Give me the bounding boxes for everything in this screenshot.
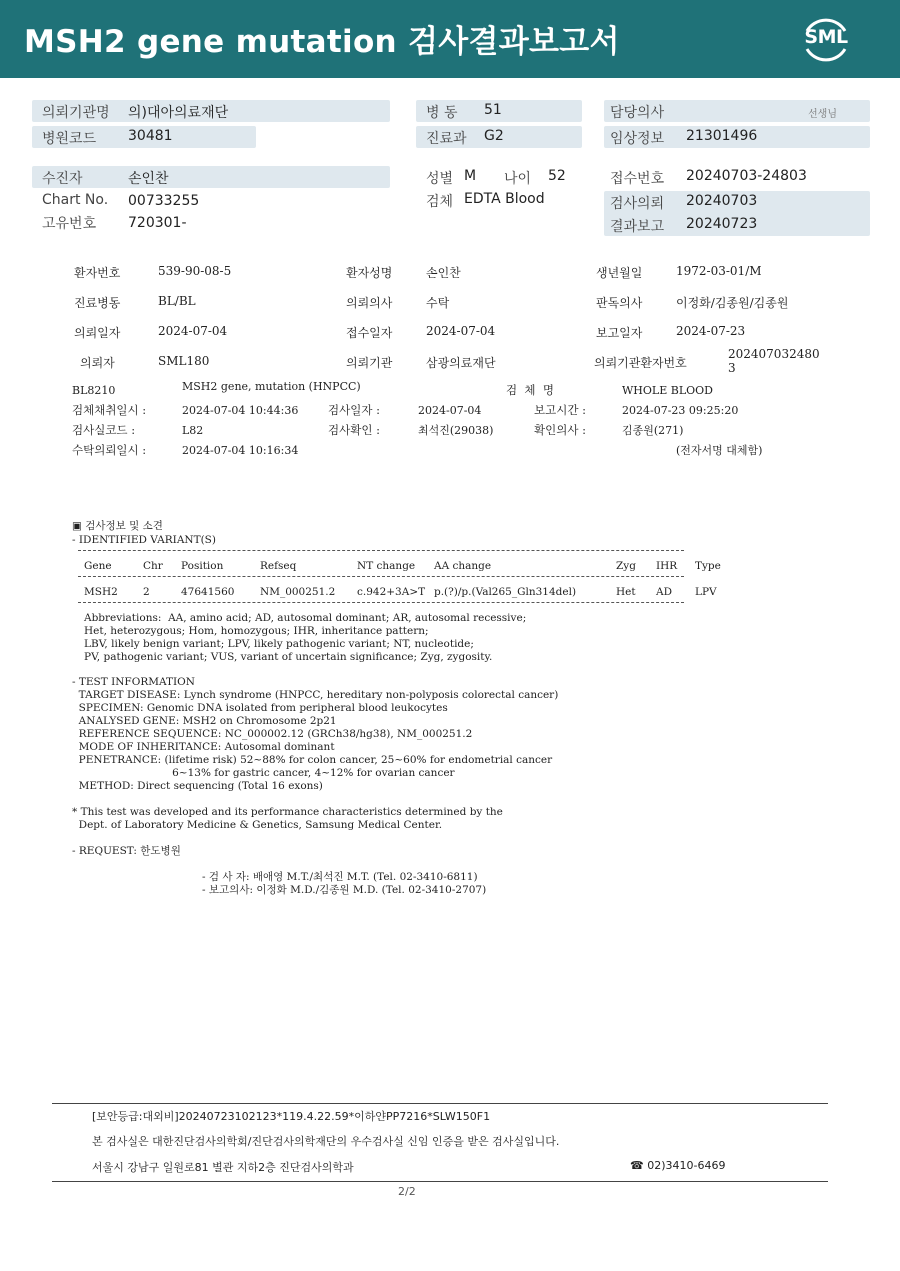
table-top-divider bbox=[78, 550, 684, 551]
col-refseq: Refseq bbox=[260, 560, 297, 572]
pb-value-9: 2024-07-23 bbox=[676, 324, 746, 338]
abbrev-line-4: PV, pathogenic variant; VUS, variant of uncertain significance; Zyg, zygosity. bbox=[84, 651, 493, 663]
labcode-label: 검사실코드 : bbox=[72, 423, 136, 437]
cell-aa-change: p.(?)/p.(Val265_Gln314del) bbox=[434, 586, 577, 598]
pb-value-7: 2024-07-04 bbox=[158, 324, 228, 338]
pb-value-12b: 3 bbox=[728, 361, 736, 375]
hospital-code-label: 병원코드 bbox=[42, 131, 97, 147]
specimen-label: 검체 bbox=[426, 194, 454, 210]
col-nt-change: NT change bbox=[357, 560, 416, 572]
cell-ihr: AD bbox=[656, 586, 673, 598]
pb-value-5: 수탁 bbox=[426, 296, 450, 310]
age-label: 나이 bbox=[504, 171, 532, 187]
col-position: Position bbox=[181, 560, 224, 572]
confirmdoc-value: 김종원(271) bbox=[622, 424, 684, 437]
clinical-value: 21301496 bbox=[686, 128, 758, 144]
ward-value: 51 bbox=[484, 102, 502, 118]
pb-label-11: 의뢰기관 bbox=[346, 356, 393, 370]
patient-label: 수진자 bbox=[42, 171, 83, 187]
phone-line: ☎ 02)3410-6469 bbox=[630, 1159, 726, 1172]
pb-label-10: 의뢰자 bbox=[80, 356, 115, 370]
cell-refseq: NM_000251.2 bbox=[260, 586, 336, 598]
staff-line-1: - 검 사 자: 배애영 M.T./최석진 M.T. (Tel. 02-3410-6811) bbox=[202, 871, 478, 883]
pb-label-4: 진료병동 bbox=[74, 296, 121, 310]
abbrev-line-2: Het, heterozygous; Hom, homozygous; IHR, inheritance pattern; bbox=[84, 625, 429, 637]
pb-value-3: 1972-03-01/M bbox=[676, 264, 762, 278]
ward-label: 병 동 bbox=[426, 105, 458, 121]
report-label: 결과보고 bbox=[610, 219, 665, 235]
col-zyg: Zyg bbox=[616, 560, 636, 572]
specimen-name-label: 검 체 명 bbox=[506, 383, 554, 397]
department-label: 진료과 bbox=[426, 131, 467, 147]
request-label: 검사의뢰 bbox=[610, 196, 665, 212]
collect-value: 2024-07-04 10:44:36 bbox=[182, 404, 299, 417]
cell-zyg: Het bbox=[616, 586, 636, 598]
testinfo-line-9: METHOD: Direct sequencing (Total 16 exons) bbox=[72, 780, 323, 792]
disclaimer-line-2: Dept. of Laboratory Medicine & Genetics, Samsung Medical Center. bbox=[72, 819, 443, 831]
confirmdoc-label: 확인의사 : bbox=[534, 423, 586, 437]
patient-box bbox=[32, 166, 390, 188]
logo-text: SML bbox=[804, 26, 848, 48]
address-line: 서울시 강남구 일원로81 별관 지하2층 진단검사의학과 bbox=[92, 1161, 354, 1174]
collect-label: 검체채취일시 : bbox=[72, 403, 147, 417]
institution-label: 의뢰기관명 bbox=[42, 105, 110, 121]
testdate-value: 2024-07-04 bbox=[418, 404, 482, 417]
results-section-title: ▣ 검사정보 및 소견 bbox=[72, 520, 163, 532]
labcode-value: L82 bbox=[182, 424, 204, 437]
footer-bottom-rule bbox=[52, 1181, 828, 1182]
specimen-name-value: WHOLE BLOOD bbox=[622, 384, 713, 397]
col-aa-change: AA change bbox=[434, 560, 492, 572]
security-line: [보안등급:대외비]20240723102123*119.4.22.59*이하얀PP7216*SLW150F1 bbox=[92, 1110, 491, 1123]
variant-heading: - IDENTIFIED VARIANT(S) bbox=[72, 534, 216, 546]
chart-value: 00733255 bbox=[128, 193, 200, 209]
hospital-code-value: 30481 bbox=[128, 128, 173, 144]
testinfo-line-5: REFERENCE SEQUENCE: NC_000002.12 (GRCh38/hg38), NM_000251.2 bbox=[72, 728, 473, 740]
consign-value: 2024-07-04 10:16:34 bbox=[182, 444, 299, 457]
test-code: BL8210 bbox=[72, 384, 116, 397]
col-chr: Chr bbox=[143, 560, 163, 572]
testinfo-line-7: PENETRANCE: (lifetime risk) 52~88% for colon cancer, 25~60% for endometrial cancer bbox=[72, 754, 553, 766]
footer-top-rule bbox=[52, 1103, 828, 1104]
col-ihr: IHR bbox=[656, 560, 678, 572]
pb-label-3: 생년월일 bbox=[596, 266, 643, 280]
consign-label: 수탁의뢰일시 : bbox=[72, 443, 147, 457]
pb-value-2: 손인찬 bbox=[426, 266, 461, 280]
pb-label-1: 환자번호 bbox=[74, 266, 121, 280]
receipt-value: 20240703-24803 bbox=[686, 168, 807, 184]
testinfo-line-2: TARGET DISEASE: Lynch syndrome (HNPCC, hereditary non-polyposis colorectal cancer) bbox=[72, 689, 559, 701]
testinfo-line-4: ANALYSED GENE: MSH2 on Chromosome 2p21 bbox=[72, 715, 337, 727]
request-value: 20240703 bbox=[686, 193, 758, 209]
staff-line-2: - 보고의사: 이정화 M.D./김종원 M.D. (Tel. 02-3410-2707) bbox=[202, 884, 487, 896]
reporttime-label: 보고시간 : bbox=[534, 403, 586, 417]
cell-type: LPV bbox=[695, 586, 717, 598]
sex-label: 성별 bbox=[426, 171, 454, 187]
col-type: Type bbox=[695, 560, 721, 572]
esign-note: (전자서명 대체함) bbox=[676, 444, 763, 457]
pb-label-9: 보고일자 bbox=[596, 326, 643, 340]
confirm-label: 검사확인 : bbox=[328, 423, 380, 437]
doctor-note: 선생님 bbox=[808, 109, 837, 120]
testinfo-line-6: MODE OF INHERITANCE: Autosomal dominant bbox=[72, 741, 335, 753]
pb-label-8: 접수일자 bbox=[346, 326, 393, 340]
report-value: 20240723 bbox=[686, 216, 758, 232]
institution-value: 의)대아의료재단 bbox=[128, 105, 229, 121]
sml-logo bbox=[797, 13, 855, 65]
abbrev-line-3: LBV, likely benign variant; LPV, likely pathogenic variant; NT, nucleotide; bbox=[84, 638, 474, 650]
pb-label-12: 의뢰기관환자번호 bbox=[594, 356, 687, 370]
confirm-value: 최석진(29038) bbox=[418, 424, 494, 437]
cell-nt-change: c.942+3A>T bbox=[357, 586, 426, 598]
report-title: MSH2 gene mutation 검사결과보고서 bbox=[24, 24, 620, 60]
pb-value-6: 이정화/김종원/김종원 bbox=[676, 296, 789, 310]
page-number: 2/2 bbox=[398, 1185, 416, 1198]
sex-value: M bbox=[464, 168, 477, 184]
pb-label-2: 환자성명 bbox=[346, 266, 393, 280]
report-banner bbox=[0, 0, 900, 78]
uid-value: 720301- bbox=[128, 215, 187, 231]
uid-label: 고유번호 bbox=[42, 216, 97, 232]
department-value: G2 bbox=[484, 128, 504, 144]
abbrev-line-1: Abbreviations: AA, amino acid; AD, autosomal dominant; AR, autosomal recessive; bbox=[84, 612, 527, 624]
test-name: MSH2 gene, mutation (HNPCC) bbox=[182, 380, 361, 393]
request-line: - REQUEST: 한도병원 bbox=[72, 845, 181, 857]
disclaimer-line-1: * This test was developed and its performance characteristics determined by the bbox=[72, 806, 503, 818]
pb-value-1: 539-90-08-5 bbox=[158, 264, 232, 278]
testinfo-line-8: 6~13% for gastric cancer, 4~12% for ovarian cancer bbox=[72, 767, 455, 779]
reporttime-value: 2024-07-23 09:25:20 bbox=[622, 404, 739, 417]
specimen-value: EDTA Blood bbox=[464, 191, 545, 207]
receipt-label: 접수번호 bbox=[610, 171, 665, 187]
cell-chr: 2 bbox=[143, 586, 150, 598]
table-bottom-divider bbox=[78, 602, 684, 603]
pb-label-5: 의뢰의사 bbox=[346, 296, 393, 310]
cert-line: 본 검사실은 대한진단검사의학회/진단검사의학재단의 우수검사실 신임 인증을 받은 검사실입니다. bbox=[92, 1135, 560, 1148]
pb-value-12: 202407032480 bbox=[728, 347, 820, 361]
pb-value-10: SML180 bbox=[158, 354, 210, 368]
pb-value-8: 2024-07-04 bbox=[426, 324, 496, 338]
pb-value-4: BL/BL bbox=[158, 294, 196, 308]
table-header-divider bbox=[78, 576, 684, 577]
testdate-label: 검사일자 : bbox=[328, 403, 380, 417]
col-gene: Gene bbox=[84, 560, 112, 572]
patient-value: 손인찬 bbox=[128, 171, 169, 187]
testinfo-line-1: - TEST INFORMATION bbox=[72, 676, 195, 688]
age-value: 52 bbox=[548, 168, 566, 184]
testinfo-line-3: SPECIMEN: Genomic DNA isolated from peripheral blood leukocytes bbox=[72, 702, 448, 714]
doctor-label: 담당의사 bbox=[610, 105, 665, 121]
pb-value-11: 삼광의료재단 bbox=[426, 356, 496, 370]
cell-position: 47641560 bbox=[181, 586, 235, 598]
pb-label-7: 의뢰일자 bbox=[74, 326, 121, 340]
clinical-label: 임상정보 bbox=[610, 131, 665, 147]
cell-gene: MSH2 bbox=[84, 586, 118, 598]
chart-label: Chart No. bbox=[42, 192, 109, 208]
pb-label-6: 판독의사 bbox=[596, 296, 643, 310]
